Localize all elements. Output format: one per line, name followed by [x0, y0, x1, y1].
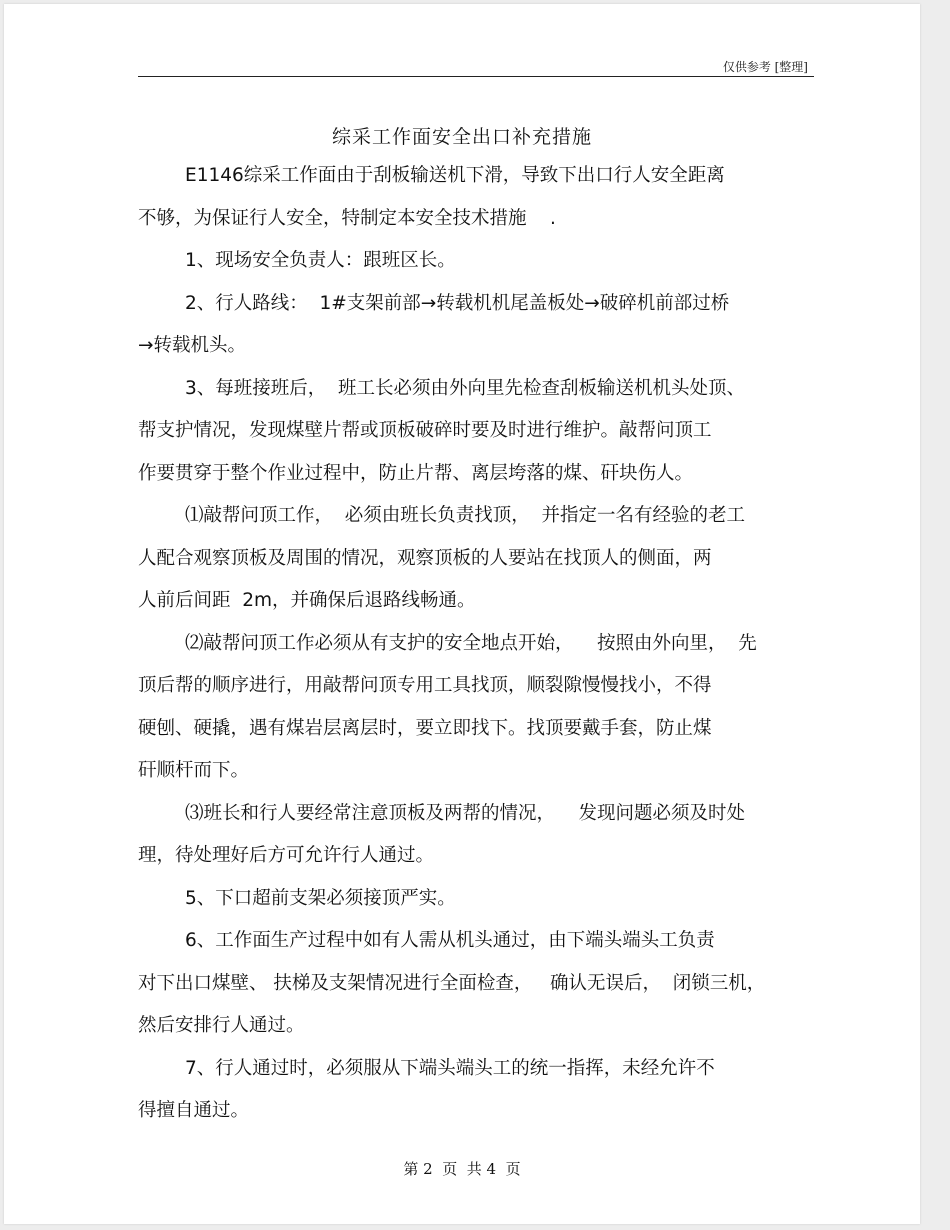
document-page [4, 4, 920, 1224]
text-line: 6、工作面生产过程中如有人需从机头通过，由下端头端头工负责 [185, 930, 715, 951]
text-line: 作要贯穿于整个作业过程中，防止片帮、离层垮落的煤、矸块伤人。 [138, 463, 694, 484]
text-line: 2、行人路线： 1#支架前部→转载机机尾盖板处→破碎机前部过桥 [185, 293, 730, 314]
page-number: 第 2 页 共 4 页 [403, 1160, 521, 1178]
text-line: 3、每班接班后， 班工长必须由外向里先检查刮板输送机机头处顶、 [185, 378, 746, 399]
text-line: 不够，为保证行人安全，特制定本安全技术措施 . [138, 208, 556, 229]
text-line: ⑵敲帮问顶工作必须从有支护的安全地点开始， 按照由外向里， 先 [185, 633, 757, 654]
text-line: 硬刨、硬撬，遇有煤岩层离层时，要立即找下。找顶要戴手套，防止煤 [138, 718, 712, 739]
text-line: 然后安排行人通过。 [138, 1015, 305, 1036]
text-line: E1146综采工作面由于刮板输送机下滑，导致下出口行人安全距离 [185, 165, 725, 186]
text-line: 人前后间距 2m，并确保后退路线畅通。 [138, 590, 476, 611]
text-line: 帮支护情况，发现煤壁片帮或顶板破碎时要及时进行维护。敲帮问顶工 [138, 420, 712, 441]
header-note: 仅供参考 [整理] [722, 60, 808, 74]
text-line: 对下出口煤壁、 扶梯及支架情况进行全面检查， 确认无误后， 闭锁三机， [138, 973, 766, 994]
text-line: 1、现场安全负责人：跟班区长。 [185, 250, 456, 271]
text-line: 7、行人通过时，必须服从下端头端头工的统一指挥，未经允许不 [185, 1058, 715, 1079]
text-line: ⑶班长和行人要经常注意顶板及两帮的情况， 发现问题必须及时处 [185, 803, 746, 824]
text-line: 得擅自通过。 [138, 1100, 250, 1121]
text-line: ⑴敲帮问顶工作， 必须由班长负责找顶， 并指定一名有经验的老工 [185, 505, 746, 526]
text-line: 理，待处理好后方可允许行人通过。 [138, 845, 435, 866]
text-line: 矸顺杆而下。 [138, 760, 250, 781]
document-title: 综采工作面安全出口补充措施 [331, 126, 592, 148]
text-line: 顶后帮的顺序进行，用敲帮问顶专用工具找顶，顺裂隙慢慢找小，不得 [138, 675, 712, 696]
text-line: 5、下口超前支架必须接顶严实。 [185, 888, 456, 909]
text-line: →转载机头。 [138, 335, 247, 356]
header-rule [138, 76, 814, 77]
text-line: 人配合观察顶板及周围的情况，观察顶板的人要站在找顶人的侧面，两 [138, 548, 712, 569]
